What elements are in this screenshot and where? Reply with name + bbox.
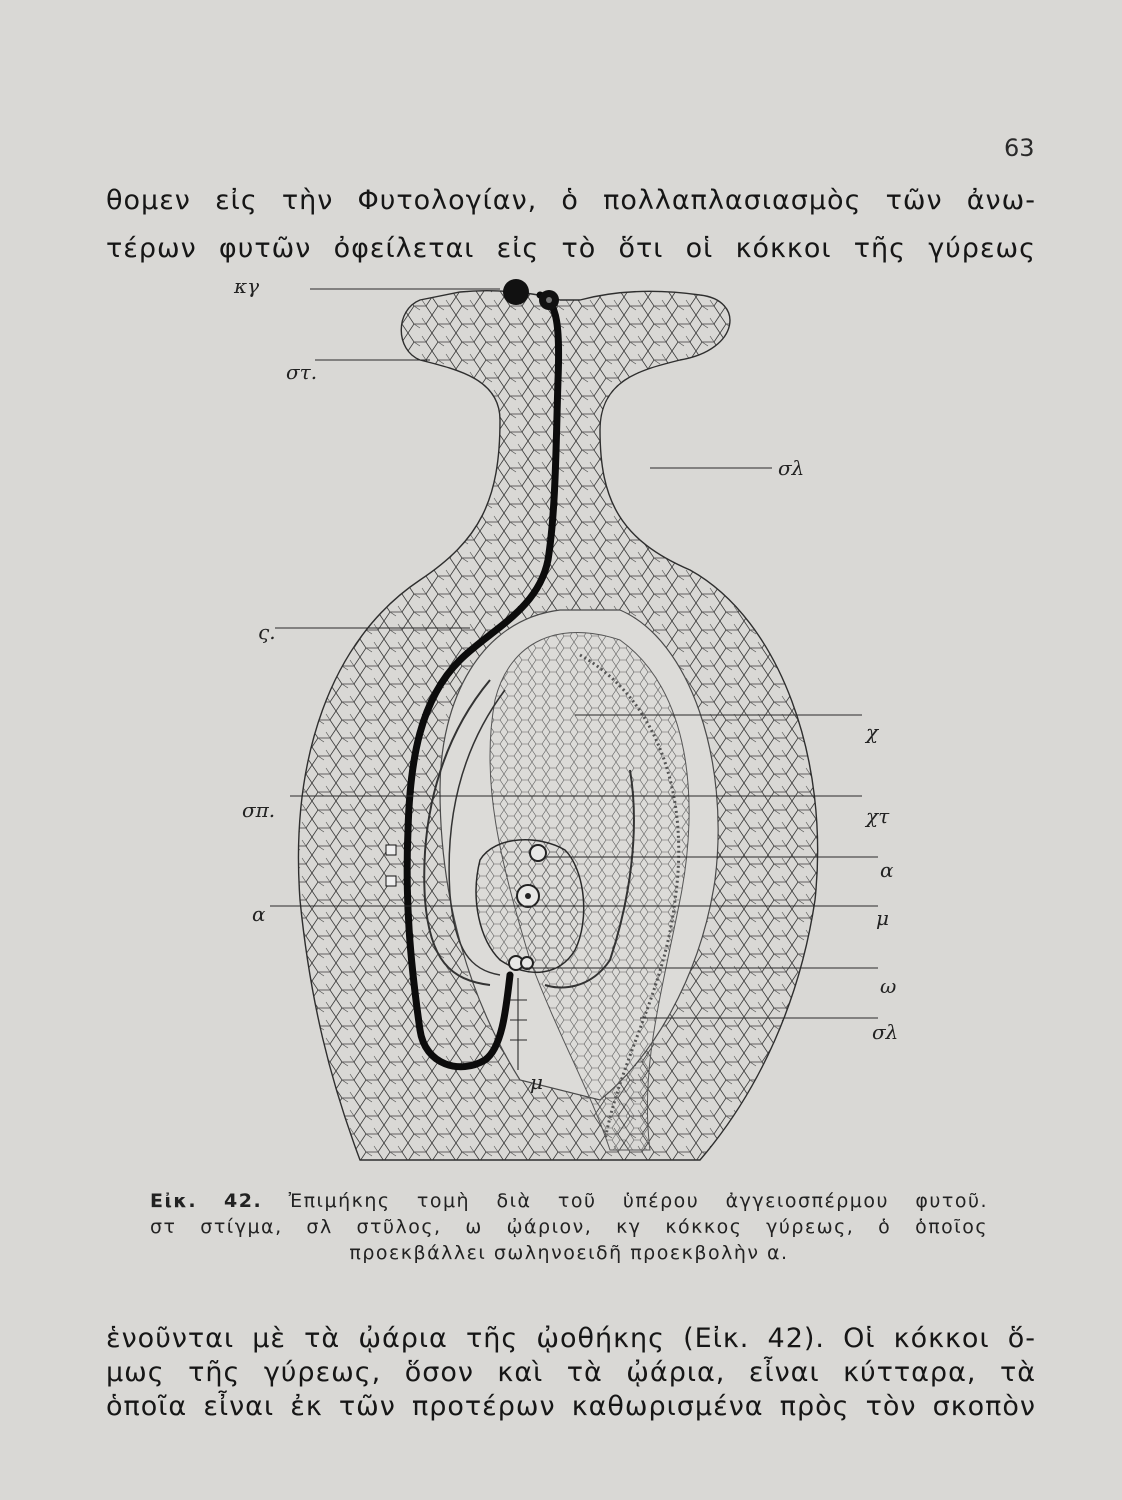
page-number: 63 <box>1004 134 1035 162</box>
body-line: θομεν εἰς τὴν Φυτολογίαν, ὁ πολλαπλασιασμὸς τῶν ἀνω- <box>106 185 1036 216</box>
label-sp: σπ. <box>242 798 276 822</box>
label-xt: χτ <box>866 804 890 828</box>
label-kg: κγ <box>234 274 260 298</box>
synergid <box>521 957 533 969</box>
body-line: ἑνοῦνται μὲ τὰ ᾠάρια τῆς ᾠοθήκης (Εἰκ. 42). Οἱ κόκκοι ὅ- <box>106 1323 1036 1354</box>
label-sl-bottom: σλ <box>872 1020 899 1044</box>
body-line: μως τῆς γύρεως, ὅσον καὶ τὰ ᾠάρια, εἶναι κύτταρα, τὰ <box>106 1357 1036 1388</box>
label-o: ω <box>880 974 897 998</box>
pistil-figure <box>0 270 1122 1190</box>
label-st: στ. <box>286 360 318 384</box>
label-sl-top: σλ <box>778 456 805 480</box>
label-a-left: α <box>252 902 266 926</box>
egg-nucleus <box>530 845 546 861</box>
pistil-diagram <box>0 270 1122 1190</box>
label-m-bottom: μ <box>530 1070 543 1094</box>
body-line: ὁποῖα εἶναι ἐκ τῶν προτέρων καθωρισμένα πρὸς τὸν σκοπὸν <box>106 1391 1036 1422</box>
figure-caption <box>150 1188 988 1266</box>
caption-legend: στ στίγμα, σλ στῦλος, ω ᾠάριον, κγ κόκκος γύρεως, ὁ ὁποῖος <box>150 1216 988 1238</box>
label-s: ς. <box>258 620 276 644</box>
figure-ref: Εἰκ. 42. <box>150 1190 263 1212</box>
label-a-right: α <box>880 858 894 882</box>
body-line: τέρων φυτῶν ὀφείλεται εἰς τὸ ὅτι οἱ κόκκοι τῆς γύρεως <box>106 233 1036 264</box>
tube-marker <box>386 845 396 855</box>
label-x: χ <box>866 720 879 744</box>
tube-marker <box>386 876 396 886</box>
label-m-right: μ <box>876 906 889 930</box>
pollen-grain <box>503 279 529 305</box>
caption-title: Ἐπιμήκης τομὴ διὰ τοῦ ὑπέρου ἀγγειοσπέρμου φυτοῦ. <box>288 1190 988 1212</box>
caption-legend-end: προεκβάλλει σωληνοειδῆ προεκβολὴν α. <box>349 1242 789 1264</box>
